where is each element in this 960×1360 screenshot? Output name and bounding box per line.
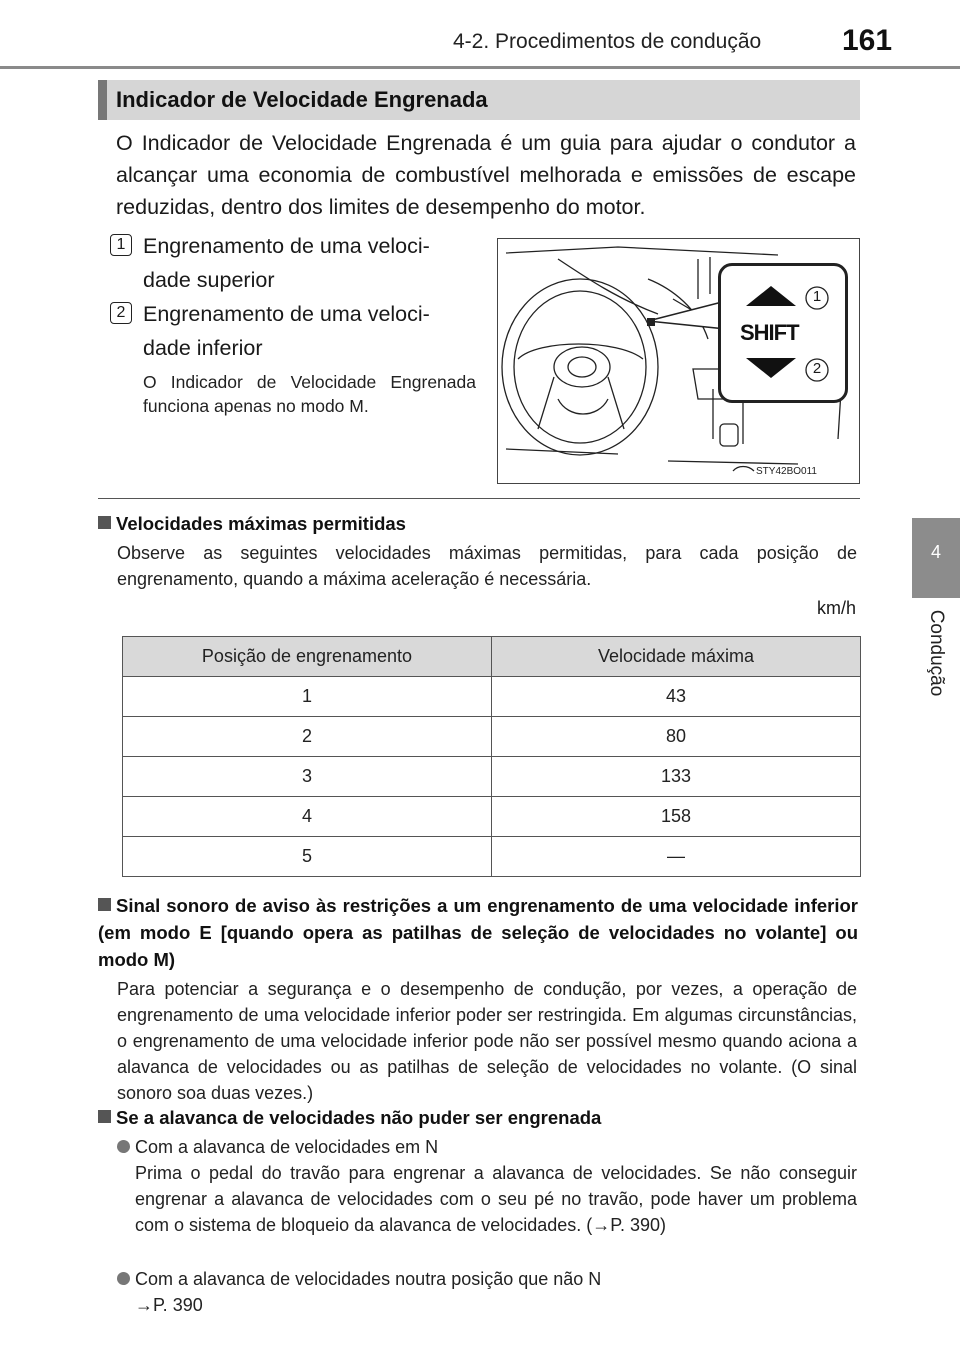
bullet-dot-icon	[117, 1272, 130, 1285]
shift-up-arrow-icon	[746, 286, 796, 306]
gear-cell: 4	[123, 797, 492, 837]
shift-indicator-callout	[718, 263, 848, 403]
downshift-heading-text: Sinal sonoro de aviso às restrições a um engrenamento de uma velocidade inferior (em modo E [quando opera as patilhas de seleção de velocidades no volante] ou modo M)	[98, 895, 858, 970]
heading-square-icon	[98, 898, 111, 911]
table-row	[123, 797, 861, 837]
gear-cell: 2	[123, 717, 492, 757]
shift-down-arrow-icon	[746, 358, 796, 378]
max-speeds-text: Observe as seguintes velocidades máximas permitidas, para cada posição de engrenamento, quando a máxima aceleração é necessária.	[117, 543, 857, 589]
shift-label: SHIFT	[740, 320, 799, 345]
heading-square-icon	[98, 516, 111, 529]
mode-note: O Indicador de Velocidade Engrenada funciona apenas no modo M.	[143, 372, 476, 416]
illustration-code: STY42BO011	[756, 466, 817, 477]
item-2-text	[143, 297, 478, 365]
speed-cell: —	[492, 837, 861, 877]
lever-heading-text: Se a alavanca de velocidades não puder ser engrenada	[116, 1107, 602, 1128]
running-header-section: 4-2. Procedimentos de condução	[453, 30, 762, 53]
callout-2-number: 2	[812, 360, 822, 377]
lever-heading	[98, 1104, 858, 1131]
lever-bullet-1-title	[117, 1134, 857, 1160]
item-2-badge: 2	[110, 302, 132, 324]
section-divider	[98, 498, 860, 499]
section-intro: O Indicador de Velocidade Engrenada é um guia para ajudar o condutor a alcançar uma economia de combustível melhorada e emissões de escape reduzidas, dentro dos limites de desempenho do motor.	[116, 131, 856, 219]
lever-bullet-1-title-text: Com a alavanca de velocidades em N	[135, 1137, 439, 1157]
lever-bullet-2-text: →P. 390	[135, 1295, 203, 1315]
table-header-row	[123, 637, 861, 677]
speed-cell: 158	[492, 797, 861, 837]
speed-unit: km/h	[816, 598, 856, 618]
speed-cell: 43	[492, 677, 861, 717]
speed-cell: 80	[492, 717, 861, 757]
page-number: 161	[842, 24, 893, 57]
section-title: Indicador de Velocidade Engrenada	[116, 87, 488, 112]
lever-bullet-2-title	[117, 1266, 857, 1292]
max-speeds-heading	[98, 510, 858, 537]
chapter-tab-label	[912, 598, 960, 708]
bullet-dot-icon	[117, 1140, 130, 1153]
table-header-gear: Posição de engrenamento	[123, 637, 492, 677]
item-2-line-2: dade inferior	[143, 336, 263, 360]
item-1-line-2: dade superior	[143, 268, 275, 292]
table-header-speed: Velocidade máxima	[492, 637, 861, 677]
item-2-line-1: Engrenamento de uma veloci-	[143, 302, 430, 326]
callout-1-number: 1	[812, 288, 822, 305]
speed-cell: 133	[492, 757, 861, 797]
lever-bullet-2-title-text: Com a alavanca de velocidades noutra posição que não N	[135, 1269, 602, 1289]
gear-cell: 3	[123, 757, 492, 797]
downshift-heading	[98, 892, 858, 973]
gear-cell: 5	[123, 837, 492, 877]
item-1-badge: 1	[110, 234, 132, 256]
item-1-line-1: Engrenamento de uma veloci-	[143, 234, 430, 258]
table-row	[123, 677, 861, 717]
dashboard-illustration	[497, 238, 860, 484]
downshift-text: Para potenciar a segurança e o desempenho de condução, por vezes, a operação de engrenamento de uma velocidade inferior poder ser restringida. Em algumas circunstâncias, o engrenamento de uma velocidade inferior pode não ser possível mesmo quando aciona a alavanca de velocidades ou as patilhas de seleção de velocidades no volante. (O sinal sonoro soa duas vezes.)	[117, 979, 857, 1103]
heading-square-icon	[98, 1110, 111, 1123]
header-rule	[0, 66, 960, 69]
table-row	[123, 717, 861, 757]
lever-bullet-1-text: Prima o pedal do travão para engrenar a alavanca de velocidades. Se não conseguir engrenar a alavanca de velocidades com o seu pé no travão, pode haver um problema com o sistema de bloqueio da alavanca de velocidades. (→P. 390)	[135, 1163, 857, 1235]
max-speed-table	[122, 636, 861, 877]
item-1-text	[143, 229, 478, 297]
max-speeds-heading-text: Velocidades máximas permitidas	[116, 513, 406, 534]
chapter-tab-label-text: Condução	[926, 609, 947, 697]
table-row	[123, 837, 861, 877]
table-row	[123, 757, 861, 797]
chapter-tab-number: 4	[930, 542, 941, 562]
gear-cell: 1	[123, 677, 492, 717]
